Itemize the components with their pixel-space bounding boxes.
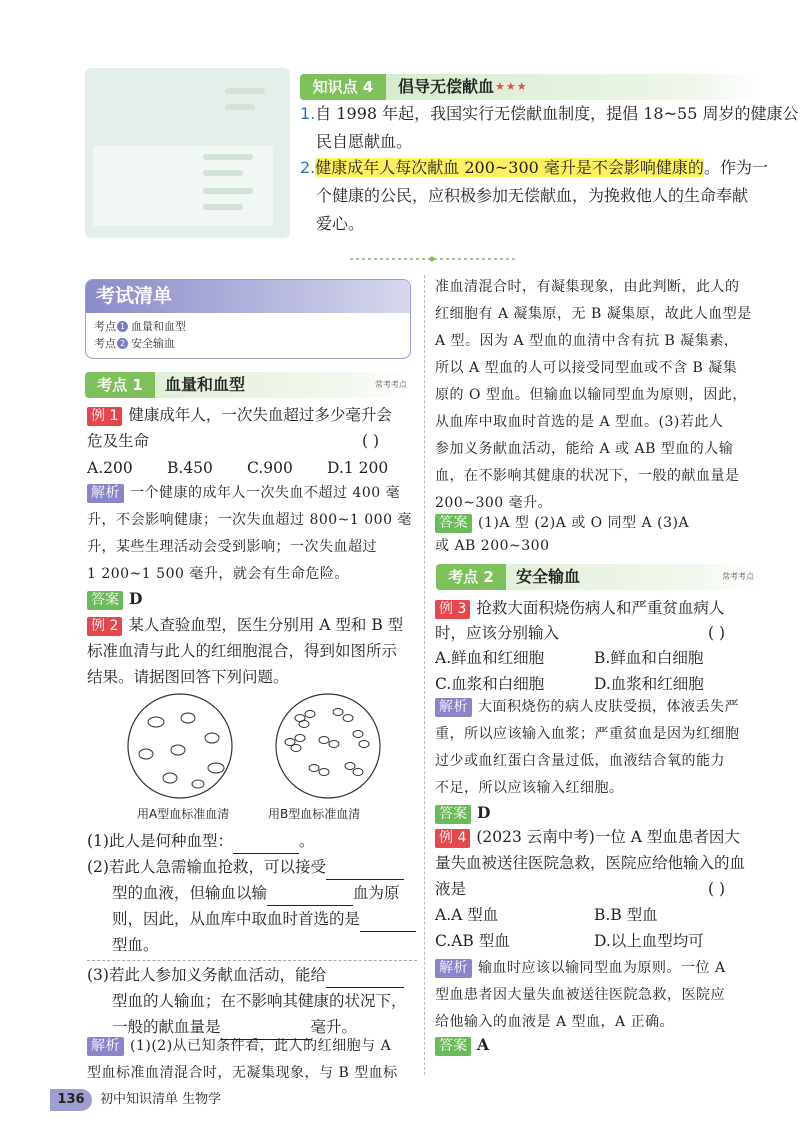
example-2-question-cont: 标准血清与此人的红细胞混合，得到如图所示 [87,642,398,660]
sub-question-3-cont: 型血的人输血；在不影响其健康的状况下， [112,992,407,1010]
sub-question-2-cont: 型的血液，但输血以输 血为原 [112,880,400,906]
book-title: 初中知识清单 生物学 [100,1092,222,1107]
option: A.鲜血和红细胞 [435,649,545,667]
analysis-line: 200~300 毫升。 [435,495,553,511]
answer-label: 答案 [435,805,471,824]
slide-a-type-serum [128,694,232,798]
analysis-line: 升，某些生理活动会受到影响；一次失血超过 [87,539,377,555]
option: D.1 200 [327,459,389,477]
background-card [85,68,290,238]
analysis-line: 原的 O 型血。但输血以输同型血为原则，因此， [435,387,747,403]
knowledge-point-title: 倡导无偿献血 [398,77,495,96]
answer-paren: ( ) [708,880,726,898]
analysis-line: 1 200~1 500 毫升，就会有生命危险。 [87,566,349,582]
example-3-analysis: 解析 大面积烧伤的病人皮肤受损，体液丢失严 [435,694,739,721]
figure-caption-b: 用B型血标准血清 [268,807,361,821]
sub-question-3-end: 一般的献血量是 毫升。 [112,1014,357,1040]
sub-question-1: (1)此人是何种血型： 。 [87,828,314,854]
option: A.A 型血 [435,906,499,924]
answer-blank [267,888,353,906]
example-4-question: 例 4 (2023 云南中考)一位 A 型血患者因大 [435,824,740,850]
example-2-question: 例 2 某人查验血型，医生分别用 A 型和 B 型 [87,612,403,638]
blood-agglutination-figure [118,692,408,800]
example-4-question-cont: 液是 [435,880,467,898]
answer-blank [233,836,299,854]
analysis-line: 过少或血红蛋白含量过低，血液结合氧的能力 [435,753,725,769]
kp4-item-2-end: 爱心。 [316,214,365,233]
example-label: 例 4 [435,829,470,848]
example-1-answer: 答案 D [87,586,142,612]
answer-label: 答案 [87,591,123,610]
exam-list-item: 考点 2 安全输血 [94,337,175,350]
star-rating-icon: ★★★ [495,80,528,93]
option: C.血浆和白细胞 [435,675,545,693]
analysis-label: 解析 [87,1037,124,1056]
analysis-line: 型血患者因大量失血被送往医院急救，医院应 [435,987,725,1003]
example-3-question-cont: 时，应该分别输入 [435,624,560,642]
analysis-line: 型血标准血清混合时，无凝集现象，与 B 型血标 [87,1065,398,1081]
section-divider [350,256,515,262]
example-2-analysis: 解析 (1)(2)从已知条件看，此人的红细胞与 A [87,1033,391,1060]
option: A.200 [87,459,133,477]
kp4-item-1: 1.自 1998 年起，我国实行无偿献血制度，提倡 18~55 周岁的健康公 [300,104,799,123]
analysis-label: 解析 [435,959,472,978]
answer-label: 答案 [435,1037,471,1056]
analysis-line: 准血清混合时，有凝集现象，由此判断，此人的 [435,279,740,295]
analysis-label: 解析 [435,698,472,717]
answer-blank [326,862,404,880]
analysis-line: 所以 A 型血的人可以接受同型血或不含 B 凝集 [435,360,738,376]
answer-paren: ( ) [708,624,726,642]
kaodian-1-header: 考点 1 血量和血型 常考考点 [85,372,411,398]
analysis-label: 解析 [87,484,124,503]
analysis-line: 给他输入的血液是 A 型血，A 正确。 [435,1014,675,1030]
exam-list-box [85,279,411,359]
option: B.450 [167,459,213,477]
option: C.900 [247,459,293,477]
slide-b-type-serum [276,694,380,798]
answer-label: 答案 [435,514,472,533]
answer-blank [326,970,404,988]
analysis-line: 参加义务献血活动，能给 A 或 AB 型血的人输 [435,441,734,457]
exam-list-title: 考试清单 [86,280,410,313]
example-3-question: 例 3 抢救大面积烧伤病人和严重贫血病人 [435,595,724,621]
sub-question-2-cont: 则，因此，从血库中取血时首选的是 [112,906,416,932]
example-3-answer: 答案 D [435,800,490,826]
option: C.AB 型血 [435,932,510,950]
kp4-item-2-cont: 个健康的公民，应积极参加无偿献血，为挽救他人的生命奉献 [316,186,749,205]
option: D.以上血型均可 [594,932,704,950]
example-4-analysis: 解析 输血时应该以输同型血为原则。一位 A [435,955,726,982]
analysis-line: 血，在不影响其健康的状况下，一般的献血量是 [435,468,740,484]
example-1-analysis: 解析 一个健康的成年人一次失血不超过 400 毫 [87,480,400,507]
exam-list-item: 考点 1 血量和血型 [94,320,186,333]
sub-question-3: (3)若此人参加义务献血活动，能给 [87,962,404,988]
analysis-line: A 型。因为 A 型血的血清中含有抗 B 凝集素， [435,333,739,349]
example-2-answer-cont: 或 AB 200~300 [435,538,550,554]
sub-question-2-end: 型血。 [112,936,159,954]
analysis-line: 从血库中取血时首选的是 A 型血。(3)若此人 [435,414,724,430]
example-label: 例 3 [435,600,470,619]
example-2-question-cont: 结果。请据图回答下列问题。 [87,668,289,686]
answer-paren: ( ) [362,432,380,450]
page-number: 136 [50,1089,92,1111]
option: B.鲜血和白细胞 [594,649,704,667]
knowledge-point-tag: 知识点 4 [300,74,386,100]
sub-question-2: (2)若此人急需输血抢救，可以接受 [87,854,404,880]
example-label: 例 2 [87,617,122,636]
example-label: 例 1 [87,407,122,426]
kp4-item-2: 2.健康成年人每次献血 200~300 毫升是不会影响健康的。作为一 [300,158,768,177]
option: B.B 型血 [594,906,658,924]
knowledge-point-4-header [300,74,760,100]
analysis-line: 红细胞有 A 凝集原，无 B 凝集原，故此人血型是 [435,306,752,322]
example-1-question: 例 1 健康成年人，一次失血超过多少毫升会 [87,402,415,428]
kp4-item-1-cont: 民自愿献血。 [316,132,413,151]
option: D.血浆和红细胞 [594,675,704,693]
answer-blank [360,914,416,932]
highlighted-text: 健康成年人每次献血 200~300 毫升是不会影响健康的 [315,158,704,177]
figure-caption-a: 用A型血标准血清 [137,807,230,821]
analysis-line: 升，不会影响健康；一次失血超过 800~1 000 毫 [87,512,412,528]
example-4-answer: 答案 A [435,1032,489,1058]
column-separator [424,275,425,1075]
example-1-question-cont: 危及生命 [87,432,150,450]
analysis-line: 重，所以应该输入血浆；严重贫血是因为红细胞 [435,726,740,742]
analysis-line: 不足，所以应该输入红细胞。 [435,780,624,796]
kaodian-2-header: 考点 2 安全输血 常考考点 [436,564,758,590]
example-4-question-cont: 量失血被送往医院急救，医院应给他输入的血 [435,854,746,872]
dashed-separator [87,960,417,961]
example-2-answer: 答案 (1)A 型 (2)A 或 O 同型 A (3)A [435,510,689,537]
